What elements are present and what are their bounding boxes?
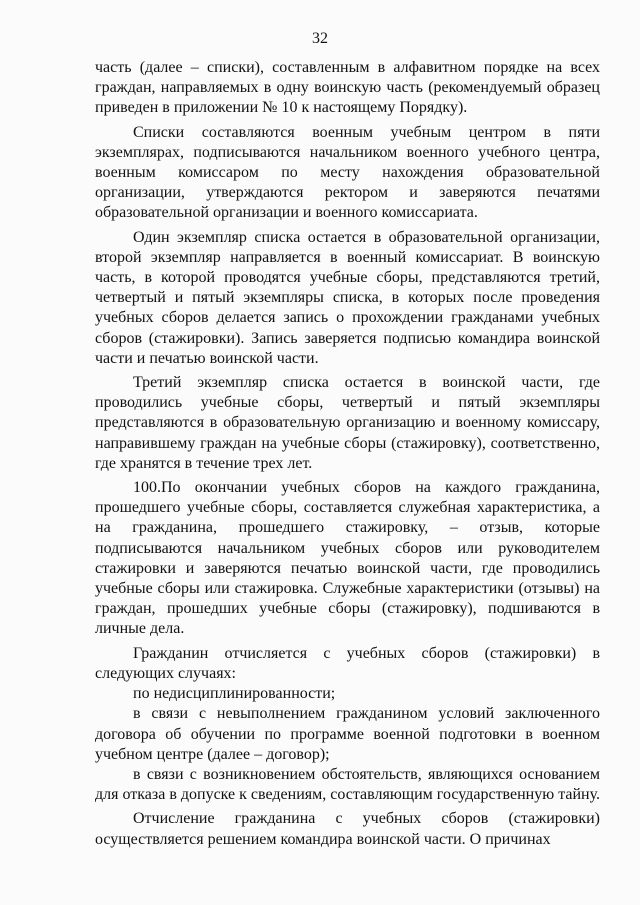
paragraph-clause-100: 100.По окончании учебных сборов на каждого гражданина, прошедшего учебные сборы, составляется служебная характеристика, а на гражданина, прошедшего стажировку, – отзыв, которые подписываются начальником учебных сборов или руководителем стажировки и заверяются печатью воинской части, где проводились учебные сборы или стажировка. Служебные характеристики (отзывы) на граждан, прошедших учебные сборы (стажировку), подшиваются в личные дела. xyxy=(95,479,600,638)
paragraph-third-copy: Третий экземпляр списка остается в воинской части, где проводились учебные сборы, четвертый и пятый экземпляры представляются в образовательную организацию и военному комиссару, направившему граждан на учебные сборы (стажировку), соответственно, где хранятся в течение трех лет. xyxy=(95,374,600,472)
document-body xyxy=(95,58,600,850)
list-item-contract-breach: в связи с невыполнением гражданином условий заключенного договора об обучении по программе военной подготовки в военном учебном центре (далее – договор); xyxy=(95,705,600,763)
paragraph-copies-distribution: Один экземпляр списка остается в образовательной организации, второй экземпляр направляется в военный комиссариат. В воинскую часть, в которой проводятся учебные сборы, представляются третий, четвертый и пятый экземпляры списка, в которых после проведения учебных сборов делается запись о прохождении гражданами учебных сборов (стажировки). Запись заверяется подписью командира воинской части и печатью воинской части. xyxy=(95,228,600,367)
paragraph-lists-continuation: часть (далее – списки), составленным в алфавитном порядке на всех граждан, направляемых в одну воинскую часть (рекомендуемый образец приведен в приложении № 10 к настоящему Порядку). xyxy=(95,59,600,117)
page-number: 32 xyxy=(312,30,328,47)
paragraph-expulsion-cases: Гражданин отчисляется с учебных сборов (стажировки) в следующих случаях: xyxy=(95,644,600,682)
paragraph-lists-compiled: Списки составляются военным учебным центром в пяти экземплярах, подписываются начальником военного учебного центра, военным комиссаром по месту нахождения образовательной организации, утверждаются ректором и заверяются печатями образовательной организации и военного комиссариата. xyxy=(95,123,600,222)
list-item-state-secret: в связи с возникновением обстоятельств, являющихся основанием для отказа в допуске к сведениям, составляющим государственную тайну. xyxy=(95,765,601,804)
list-item-indiscipline: по недисциплинированности; xyxy=(133,685,336,703)
paragraph-expulsion-decision: Отчисление гражданина с учебных сборов (стажировки) осуществляется решением командира воинской части. О причинах xyxy=(95,810,600,848)
